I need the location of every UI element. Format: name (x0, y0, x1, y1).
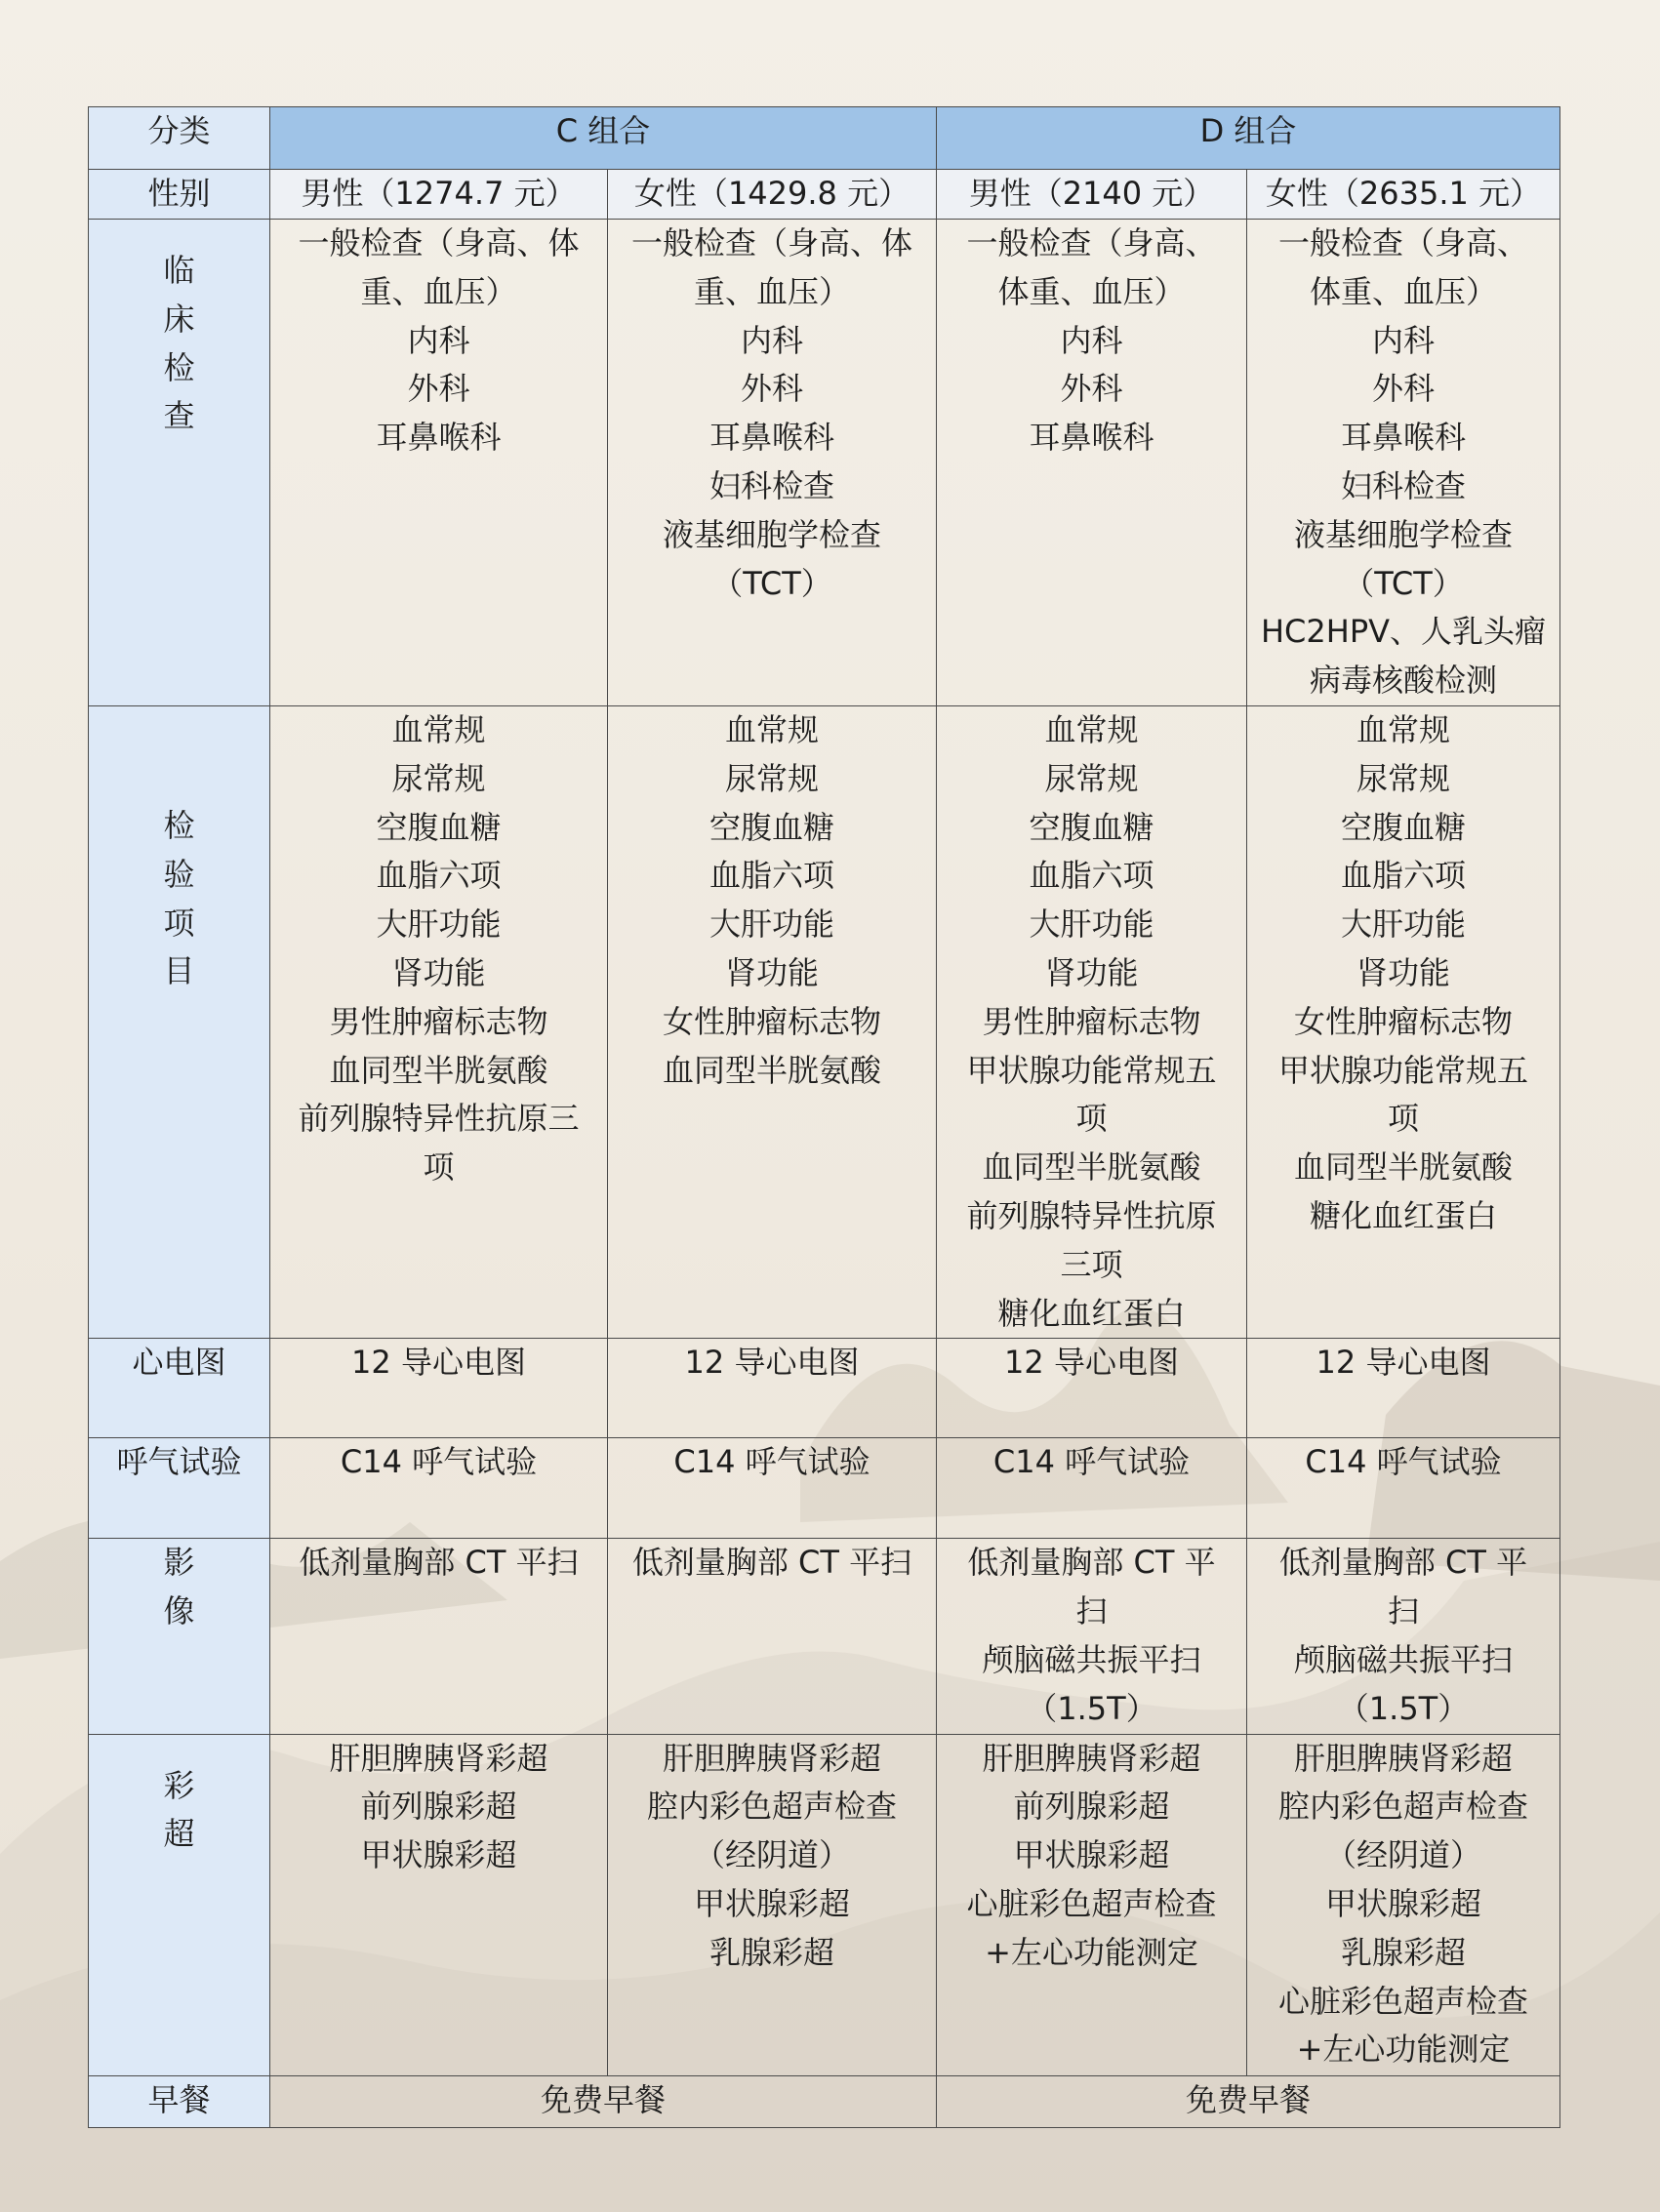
list-item: HC2HPV、人乳头瘤 (1260, 613, 1547, 651)
list-item: 肝胆脾胰肾彩超 (982, 1739, 1201, 1777)
imaging-label-char: 影 (163, 1544, 195, 1582)
clinical-row (89, 220, 1560, 706)
clinical-label (89, 220, 270, 706)
list-item: 乳腺彩超 (1341, 1933, 1467, 1971)
header-row (89, 107, 1560, 170)
list-item: 前列腺彩超 (360, 1788, 517, 1826)
list-item: 外科 (1372, 370, 1436, 408)
breath-test-cell: C14 呼气试验 (937, 1438, 1247, 1539)
gender-d-male: 男性（2140 元） (937, 170, 1247, 220)
list-item: 一般检查（身高、体 (298, 224, 580, 261)
list-item: 妇科检查 (1341, 466, 1467, 504)
clinical-label-char: 临 (163, 252, 195, 289)
list-item: 甲状腺功能常规五 (966, 1051, 1217, 1089)
lab-cell-c-male (270, 705, 608, 1338)
breath-test-label: 呼气试验 (89, 1438, 270, 1539)
list-item: 颅脑磁共振平扫 (982, 1640, 1201, 1678)
imaging-cell-d-female (1247, 1539, 1560, 1734)
gender-row (89, 170, 1560, 220)
breath-test-cell: C14 呼气试验 (1247, 1438, 1560, 1539)
list-item: 血同型半胱氨酸 (982, 1148, 1201, 1186)
list-item: （经阴道） (693, 1836, 850, 1874)
list-item: 内科 (407, 321, 470, 359)
clinical-cell-d-male (937, 220, 1247, 706)
ultrasound-cell-c-female (608, 1734, 937, 2075)
imaging-cell-c-female (608, 1539, 937, 1734)
list-item: 前列腺特异性抗原 (966, 1196, 1217, 1234)
list-item: 大肝功能 (376, 905, 502, 944)
list-item: 重、血压） (360, 272, 517, 310)
checkup-package-table (88, 106, 1560, 2128)
list-item: 腔内彩色超声检查 (1278, 1788, 1529, 1826)
lab-label-char: 检 (163, 806, 195, 844)
list-item: 女性肿瘤标志物 (1294, 1002, 1514, 1040)
imaging-row (89, 1539, 1560, 1734)
list-item: 血脂六项 (1029, 857, 1154, 895)
list-item: 前列腺特异性抗原三 (298, 1100, 580, 1138)
list-item: 低剂量胸部 CT 平扫 (631, 1544, 912, 1582)
ultrasound-cell-d-male (937, 1734, 1247, 2075)
list-item: 前列腺彩超 (1013, 1788, 1170, 1826)
list-item: 尿常规 (1356, 759, 1451, 797)
category-header: 分类 (89, 107, 270, 170)
breath-test-cell: C14 呼气试验 (270, 1438, 608, 1539)
list-item: 血常规 (724, 710, 819, 748)
list-item: 液基细胞学检查 (1294, 515, 1514, 553)
combo-c-header: C 组合 (270, 107, 937, 170)
list-item: 妇科检查 (709, 466, 834, 504)
list-item: 内科 (740, 321, 803, 359)
list-item: 项 (423, 1148, 455, 1186)
ecg-row (89, 1339, 1560, 1438)
list-item: 液基细胞学检查 (662, 515, 881, 553)
list-item: 心脏彩色超声检查 (966, 1884, 1217, 1922)
list-item: 肝胆脾胰肾彩超 (329, 1739, 548, 1777)
ecg-cell: 12 导心电图 (608, 1339, 937, 1438)
list-item: 耳鼻喉科 (376, 419, 502, 457)
breakfast-c: 免费早餐 (270, 2075, 937, 2127)
list-item: 血常规 (1356, 710, 1451, 748)
list-item: 耳鼻喉科 (709, 419, 834, 457)
list-item: 糖化血红蛋白 (997, 1294, 1186, 1332)
list-item: 肾功能 (724, 953, 819, 991)
list-item: 肾功能 (1356, 953, 1451, 991)
list-item: （TCT） (1343, 564, 1464, 602)
list-item: 血同型半胱氨酸 (1294, 1148, 1514, 1186)
list-item: 项 (1075, 1100, 1108, 1138)
list-item: 扫 (1075, 1592, 1108, 1630)
list-item: 男性肿瘤标志物 (982, 1002, 1201, 1040)
list-item: 耳鼻喉科 (1341, 419, 1467, 457)
list-item: 尿常规 (724, 759, 819, 797)
clinical-label-char: 检 (163, 348, 195, 386)
breakfast-row (89, 2075, 1560, 2127)
ecg-label: 心电图 (89, 1339, 270, 1438)
ultrasound-cell-c-male (270, 1734, 608, 2075)
list-item: 女性肿瘤标志物 (662, 1002, 881, 1040)
combo-d-header: D 组合 (937, 107, 1560, 170)
list-item: 体重、血压） (997, 272, 1186, 310)
list-item: 低剂量胸部 CT 平 (1278, 1544, 1528, 1582)
list-item: 大肝功能 (709, 905, 834, 944)
list-item: 项 (1388, 1100, 1420, 1138)
list-item: 体重、血压） (1310, 272, 1498, 310)
list-item: 空腹血糖 (709, 808, 834, 846)
list-item: 甲状腺彩超 (360, 1836, 517, 1874)
list-item: 一般检查（身高、 (1278, 224, 1529, 261)
lab-label-char: 项 (163, 904, 195, 942)
gender-c-male: 男性（1274.7 元） (270, 170, 608, 220)
list-item: 尿常规 (1044, 759, 1139, 797)
imaging-cell-d-male (937, 1539, 1247, 1734)
list-item: 肾功能 (391, 953, 486, 991)
list-item: 肝胆脾胰肾彩超 (1294, 1739, 1514, 1777)
list-item: 大肝功能 (1029, 905, 1154, 944)
list-item: 甲状腺功能常规五 (1278, 1051, 1529, 1089)
clinical-cell-c-female (608, 220, 937, 706)
gender-c-female: 女性（1429.8 元） (608, 170, 937, 220)
list-item: +左心功能测定 (985, 1933, 1198, 1971)
lab-cell-d-male (937, 705, 1247, 1338)
list-item: 内科 (1372, 321, 1436, 359)
list-item: 血同型半胱氨酸 (329, 1051, 548, 1089)
clinical-cell-d-female (1247, 220, 1560, 706)
list-item: 男性肿瘤标志物 (329, 1002, 548, 1040)
ultrasound-label (89, 1734, 270, 2075)
breath-test-row (89, 1438, 1560, 1539)
list-item: 腔内彩色超声检查 (646, 1788, 897, 1826)
lab-label-char: 验 (163, 855, 195, 893)
list-item: （1.5T） (1337, 1689, 1470, 1727)
list-item: 肝胆脾胰肾彩超 (662, 1739, 881, 1777)
lab-label (89, 705, 270, 1338)
breath-test-cell: C14 呼气试验 (608, 1438, 937, 1539)
list-item: 大肝功能 (1341, 905, 1467, 944)
list-item: 重、血压） (693, 272, 850, 310)
breakfast-d: 免费早餐 (937, 2075, 1560, 2127)
clinical-label-char: 查 (163, 397, 195, 435)
ultrasound-label-char: 超 (163, 1815, 195, 1853)
imaging-label (89, 1539, 270, 1734)
lab-cell-c-female (608, 705, 937, 1338)
list-item: 肾功能 (1044, 953, 1139, 991)
gender-d-female: 女性（2635.1 元） (1247, 170, 1560, 220)
list-item: 血脂六项 (709, 857, 834, 895)
lab-label-char: 目 (163, 952, 195, 990)
list-item: 糖化血红蛋白 (1310, 1196, 1498, 1234)
list-item: 一般检查（身高、体 (630, 224, 912, 261)
list-item: 甲状腺彩超 (1013, 1836, 1170, 1874)
ultrasound-row (89, 1734, 1560, 2075)
list-item: 尿常规 (391, 759, 486, 797)
lab-row (89, 705, 1560, 1338)
imaging-label-char: 像 (163, 1592, 195, 1630)
list-item: 血脂六项 (1341, 857, 1467, 895)
ultrasound-cell-d-female (1247, 1734, 1560, 2075)
list-item: 外科 (407, 370, 470, 408)
clinical-cell-c-male (270, 220, 608, 706)
list-item: 空腹血糖 (1029, 808, 1154, 846)
ecg-cell: 12 导心电图 (1247, 1339, 1560, 1438)
breakfast-label: 早餐 (89, 2075, 270, 2127)
imaging-cell-c-male (270, 1539, 608, 1734)
lab-cell-d-female (1247, 705, 1560, 1338)
list-item: 内科 (1060, 321, 1123, 359)
ecg-cell: 12 导心电图 (937, 1339, 1247, 1438)
gender-label: 性别 (89, 170, 270, 220)
list-item: 一般检查（身高、 (966, 224, 1217, 261)
list-item: 病毒核酸检测 (1310, 662, 1498, 700)
list-item: （TCT） (711, 564, 832, 602)
list-item: 血常规 (391, 710, 486, 748)
list-item: 空腹血糖 (376, 808, 502, 846)
list-item: 甲状腺彩超 (693, 1884, 850, 1922)
list-item: 空腹血糖 (1341, 808, 1467, 846)
list-item: 颅脑磁共振平扫 (1294, 1640, 1514, 1678)
list-item: 心脏彩色超声检查 (1278, 1982, 1529, 2020)
list-item: 乳腺彩超 (709, 1933, 834, 1971)
list-item: 三项 (1060, 1245, 1123, 1283)
list-item: 血同型半胱氨酸 (662, 1051, 881, 1089)
list-item: 血脂六项 (376, 857, 502, 895)
list-item: +左心功能测定 (1296, 2031, 1511, 2069)
list-item: 耳鼻喉科 (1029, 419, 1154, 457)
list-item: 外科 (1060, 370, 1123, 408)
list-item: 低剂量胸部 CT 平扫 (299, 1544, 579, 1582)
list-item: 甲状腺彩超 (1325, 1884, 1482, 1922)
list-item: （经阴道） (1325, 1836, 1482, 1874)
clinical-label-char: 床 (163, 300, 195, 338)
list-item: 血常规 (1044, 710, 1139, 748)
list-item: 外科 (740, 370, 803, 408)
list-item: （1.5T） (1026, 1689, 1157, 1727)
ecg-cell: 12 导心电图 (270, 1339, 608, 1438)
list-item: 扫 (1388, 1592, 1420, 1630)
list-item: 低剂量胸部 CT 平 (967, 1544, 1216, 1582)
ultrasound-label-char: 彩 (163, 1766, 195, 1804)
